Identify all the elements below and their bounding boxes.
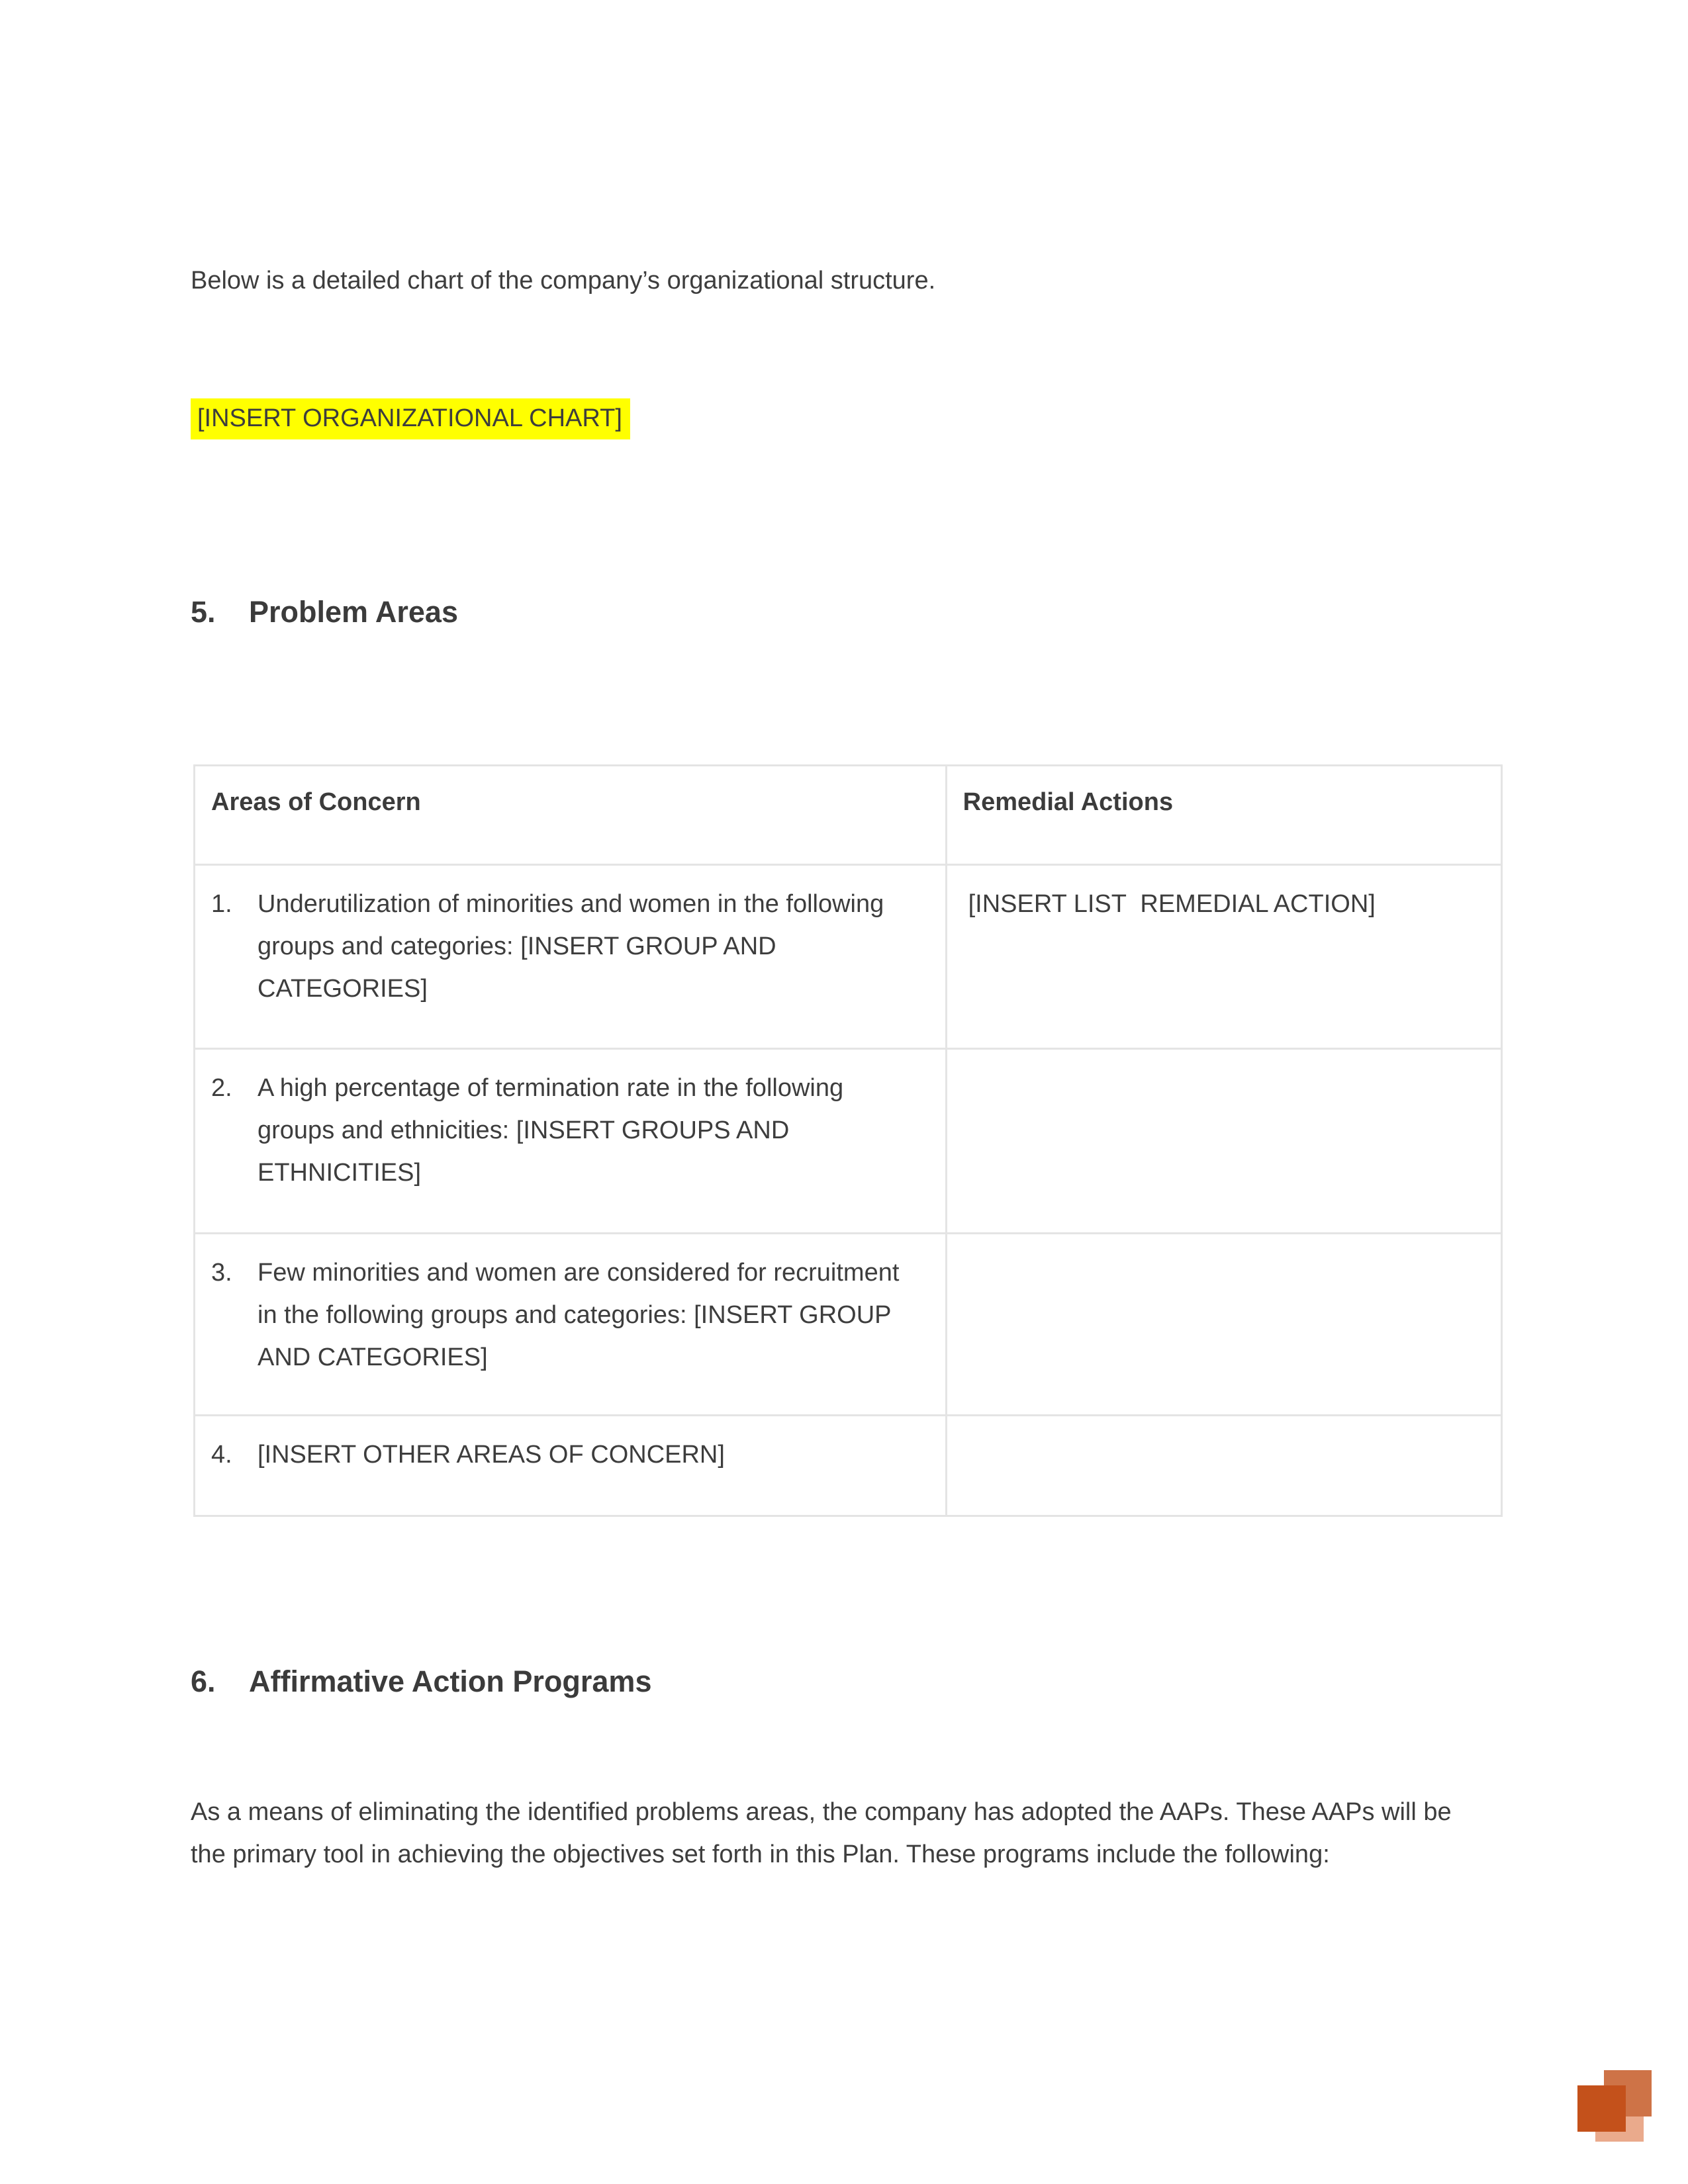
- table-row: [195, 1234, 1502, 1416]
- concern-cell-1: [195, 865, 947, 1049]
- row-number: 1.: [211, 890, 232, 918]
- section-5-heading: [191, 593, 1488, 631]
- section-6-number: 6.: [191, 1664, 216, 1698]
- concern-text: [INSERT OTHER AREAS OF CONCERN]: [258, 1441, 725, 1469]
- table-row: [195, 1416, 1502, 1516]
- row-number: 3.: [211, 1259, 232, 1287]
- concern-text: Underutilization of minorities and women in the following groups and categories: [INSERT GROUP AND CATEGORIES]: [258, 890, 884, 1003]
- logo-front-square: [1577, 2085, 1626, 2132]
- row-number: 2.: [211, 1074, 232, 1102]
- table-row: [195, 865, 1502, 1049]
- concern-cell-3: [195, 1234, 947, 1416]
- table-row: [195, 1049, 1502, 1234]
- concern-text: Few minorities and women are considered for recruitment in the following groups and categories: [INSERT GROUP AND CATEGORIES]: [258, 1259, 900, 1371]
- closing-paragraph: As a means of eliminating the identified problems areas, the company has adopted the AAPs. These AAPs will be the primary tool in achieving the objectives set forth in this Plan. These programs include the following:: [191, 1798, 1452, 1868]
- row-number: 4.: [211, 1441, 232, 1469]
- section-6-title: Affirmative Action Programs: [249, 1664, 652, 1698]
- chart-placeholder-line: [191, 397, 1488, 439]
- concern-cell-4: [195, 1416, 947, 1516]
- concern-text: A high percentage of termination rate in the following groups and ethnicities: [INSERT GROUPS AND ETHNICITIES]: [258, 1074, 844, 1187]
- table-header-row: [195, 766, 1502, 865]
- section-6-heading: [191, 1662, 1488, 1701]
- intro-paragraph: Below is a detailed chart of the company’s organizational structure.: [191, 267, 936, 295]
- action-cell-3: [946, 1234, 1501, 1416]
- problem-areas-table: [193, 764, 1503, 1517]
- section-5-number: 5.: [191, 595, 216, 629]
- chart-placeholder-highlight: [INSERT ORGANIZATIONAL CHART]: [191, 398, 630, 439]
- column-header-areas-of-concern: Areas of Concern: [195, 766, 947, 865]
- action-cell-1: [946, 865, 1501, 1049]
- brand-logo: [1577, 2070, 1652, 2142]
- section-5-title: Problem Areas: [249, 595, 458, 629]
- action-cell-2: [946, 1049, 1501, 1234]
- action-cell-4: [946, 1416, 1501, 1516]
- remedial-action-text: [INSERT LIST REMEDIAL ACTION]: [968, 890, 1376, 918]
- column-header-remedial-actions: Remedial Actions: [946, 766, 1501, 865]
- concern-cell-2: [195, 1049, 947, 1234]
